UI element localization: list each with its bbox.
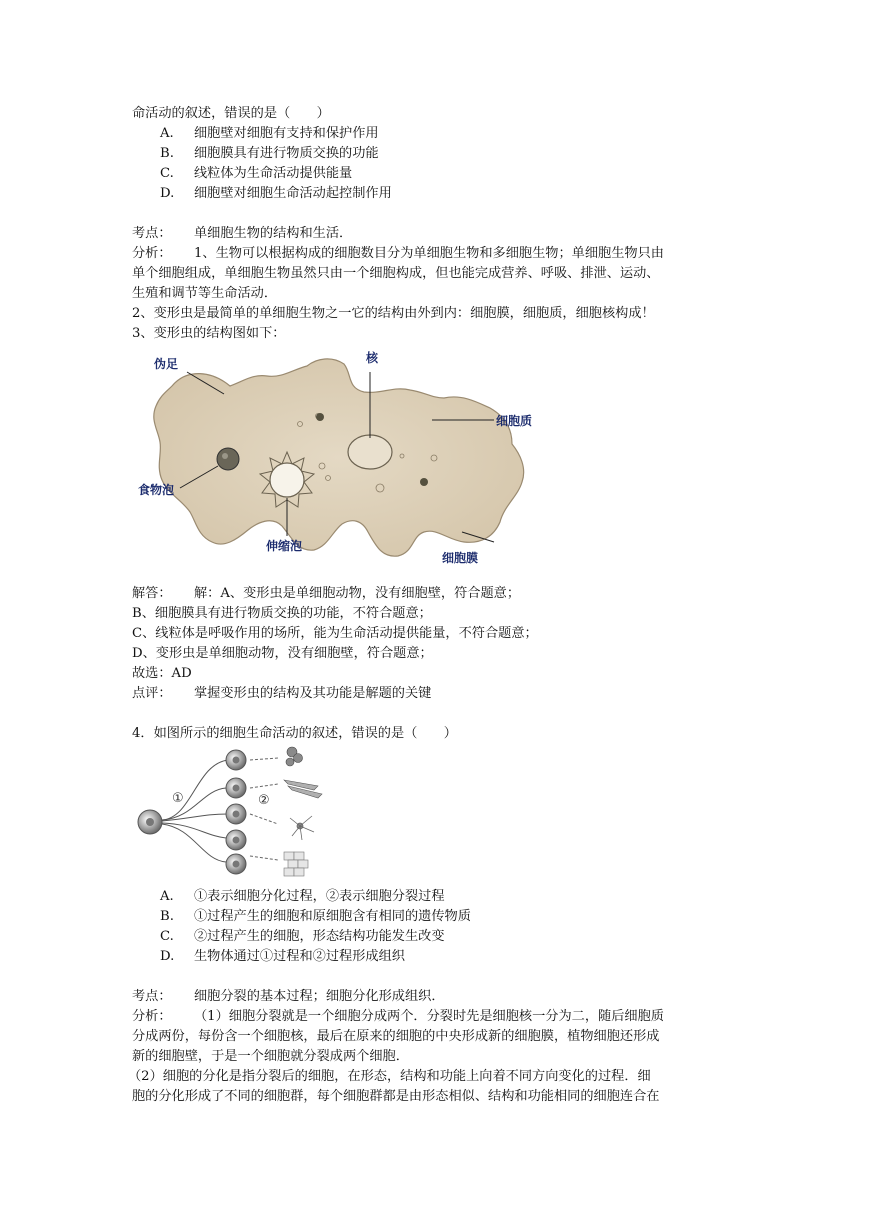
- label-contractile-vacuole: 伸缩泡: [266, 539, 303, 553]
- q3-fenxi-line-5: 3、变形虫的结构图如下：: [132, 326, 286, 341]
- option-letter: B.: [160, 146, 174, 161]
- kaodian-label: 考点：: [132, 989, 172, 1004]
- option-text: ②过程产生的细胞，形态结构功能发生改变: [194, 929, 445, 944]
- q4-fenxi-line-1: [132, 1007, 664, 1027]
- fenxi-text: （1）细胞分裂就是一个细胞分成两个．分裂时先是细胞核一分为二，随后细胞质: [194, 1009, 664, 1024]
- nerve-cell: [290, 816, 314, 840]
- q3-option-a[interactable]: [160, 124, 379, 144]
- q4-fenxi-line-2: 分成两份，每份含一个细胞核，最后在原来的细胞的中央形成新的细胞膜，植物细胞还形成: [132, 1029, 660, 1044]
- q4-stem: 4．如图所示的细胞生命活动的叙述，错误的是（ ）: [132, 726, 457, 741]
- q4-option-a[interactable]: [160, 887, 445, 907]
- amoeba-diagram: [132, 346, 552, 578]
- q3-option-c[interactable]: [160, 164, 352, 184]
- dianping-label: 点评：: [132, 686, 172, 701]
- option-letter: C.: [160, 166, 174, 181]
- amoeba-body: [154, 359, 524, 556]
- muscle-cells: [284, 780, 322, 798]
- q3-fenxi-line-1: [132, 244, 664, 264]
- epithelial-tissue: [284, 852, 308, 876]
- option-letter: B.: [160, 909, 174, 924]
- option-letter: A.: [160, 126, 174, 141]
- label-cytoplasm: 细胞质: [496, 414, 533, 428]
- q3-fenxi-line-4: 2、变形虫是最简单的单细胞生物之一它的结构由外到内：细胞膜，细胞质，细胞核构成！: [132, 306, 655, 321]
- option-text: 细胞壁对细胞有支持和保护作用: [194, 126, 379, 141]
- option-text: 生物体通过①过程和②过程形成组织: [194, 949, 405, 964]
- cell-process-diagram: [132, 744, 342, 880]
- q4-option-d[interactable]: [160, 947, 405, 967]
- q3-jieda-line-3: C、线粒体是呼吸作用的场所，能为生命活动提供能量，不符合题意；: [132, 626, 538, 641]
- q3-dianping: [132, 684, 431, 704]
- fenxi-label: 分析：: [132, 246, 172, 261]
- jieda-text: 解：A、变形虫是单细胞动物，没有细胞壁，符合题意；: [194, 586, 521, 601]
- option-text: ①过程产生的细胞和原细胞含有相同的遗传物质: [194, 909, 471, 924]
- q4-option-c[interactable]: [160, 927, 445, 947]
- q3-kaodian: [132, 224, 352, 244]
- contractile-vacuole: [270, 463, 304, 497]
- q3-jieda-line-1: [132, 584, 520, 604]
- q3-option-d[interactable]: [160, 184, 392, 204]
- label-pseudopod: 伪足: [154, 357, 179, 371]
- dianping-text: 掌握变形虫的结构及其功能是解题的关键: [194, 686, 432, 701]
- option-text: 线粒体为生命活动提供能量: [194, 166, 353, 181]
- label-step2: ②: [258, 793, 270, 808]
- label-nucleus: 核: [366, 351, 379, 365]
- label-food-vacuole: 食物泡: [138, 483, 175, 497]
- label-membrane: 细胞膜: [442, 551, 479, 565]
- q4-fenxi-line-4: （2）细胞的分化是指分裂后的细胞，在形态，结构和功能上向着不同方向变化的过程．细: [128, 1069, 651, 1084]
- q3-option-b[interactable]: [160, 144, 379, 164]
- food-vacuole: [217, 448, 239, 470]
- q4-fenxi-line-5: 胞的分化形成了不同的细胞群，每个细胞群都是由形态相似、结构和功能相同的细胞连合在: [132, 1089, 660, 1104]
- label-step1: ①: [172, 791, 184, 806]
- option-letter: C.: [160, 929, 174, 944]
- kaodian-text: 细胞分裂的基本过程；细胞分化形成组织．: [194, 989, 445, 1004]
- q4-kaodian: [132, 987, 445, 1007]
- option-text: 细胞膜具有进行物质交换的功能: [194, 146, 379, 161]
- nucleus-shape: [348, 435, 392, 469]
- option-letter: D.: [160, 949, 175, 964]
- kaodian-label: 考点：: [132, 226, 172, 241]
- kaodian-text: 单细胞生物的结构和生活．: [194, 226, 353, 241]
- q3-jieda-line-2: B、细胞膜具有进行物质交换的功能，不符合题意；: [132, 606, 432, 621]
- option-text: ①表示细胞分化过程，②表示细胞分裂过程: [194, 889, 445, 904]
- jieda-label: 解答：: [132, 586, 172, 601]
- q3-fenxi-line-2: 单个细胞组成，单细胞生物虽然只由一个细胞构成，但也能完成营养、呼吸、排泄、运动、: [132, 266, 660, 281]
- q3-answer: 故选：AD: [132, 666, 192, 681]
- q3-jieda-line-4: D、变形虫是单细胞动物，没有细胞壁，符合题意；: [132, 646, 433, 661]
- option-letter: A.: [160, 889, 174, 904]
- option-letter: D.: [160, 186, 175, 201]
- q4-option-b[interactable]: [160, 907, 471, 927]
- blood-cells: [286, 747, 303, 766]
- option-text: 细胞壁对细胞生命活动起控制作用: [194, 186, 392, 201]
- q3-stem-tail: 命活动的叙述，错误的是（ ）: [132, 106, 330, 121]
- q3-fenxi-line-3: 生殖和调节等生命活动．: [132, 286, 278, 301]
- q4-fenxi-line-3: 新的细胞壁，于是一个细胞就分裂成两个细胞．: [132, 1049, 409, 1064]
- fenxi-label: 分析：: [132, 1009, 172, 1024]
- daughter-cells: [226, 750, 246, 874]
- fenxi-text: 1、生物可以根据构成的细胞数目分为单细胞生物和多细胞生物；单细胞生物只由: [194, 246, 664, 261]
